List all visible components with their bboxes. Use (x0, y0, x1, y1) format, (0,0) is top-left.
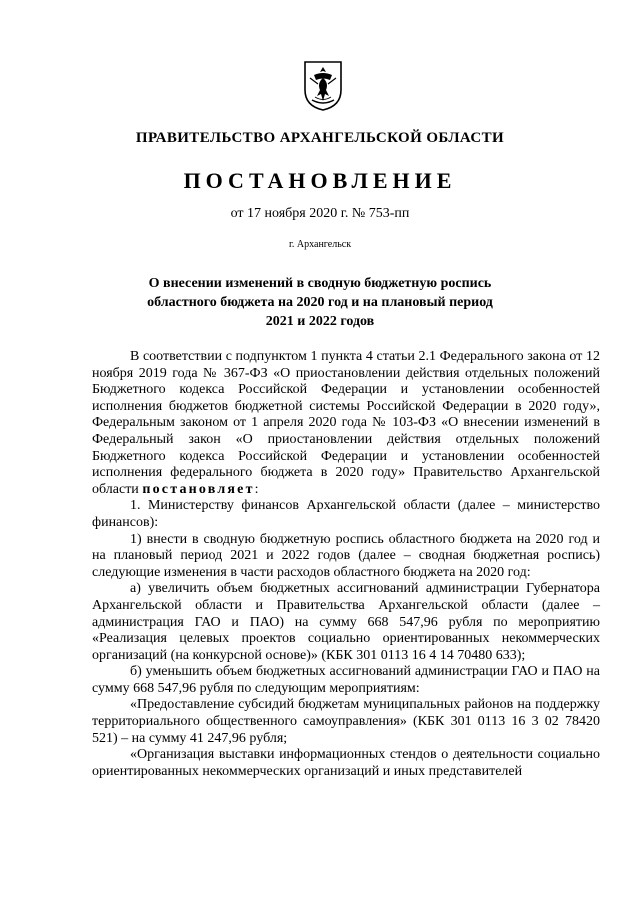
title-line: О внесении изменений в сводную бюджетную роспись (148, 276, 492, 291)
document-body (92, 349, 600, 780)
coat-of-arms-emblem (302, 60, 344, 112)
document-city: г. Архангельск (288, 239, 352, 250)
organization-name: ПРАВИТЕЛЬСТВО АРХАНГЕЛЬСКОЙ ОБЛАСТИ (135, 130, 505, 146)
document-type: ПОСТАНОВЛЕНИЕ (183, 168, 457, 193)
paragraph-subitem-1: 1) внести в сводную бюджетную роспись областного бюджета на 2020 год и на плановый период 2021 и 2022 годов (далее – сводная бюджетная роспись) следующие изменения в части расходов областного бюджета на 2020 год: (92, 531, 600, 580)
paragraph-measure-1: «Предоставление субсидий бюджетам муниципальных районов на поддержку территориального общественного самоуправления» (КБК 301 0113 16 3 02 78420 521) – на сумму 41 247,96 рубля; (92, 697, 600, 746)
paragraph-item-1: 1. Министерству финансов Архангельской области (далее – министерство финансов): (92, 498, 600, 530)
paragraph-measure-2: «Организация выставки информационных стендов о деятельности социально ориентированных некоммерческих организаций и иных представителей (92, 747, 600, 779)
document-date-number: от 17 ноября 2020 г. № 753-пп (230, 206, 410, 221)
action-word: постановляет (142, 481, 255, 497)
paragraph-preamble (92, 349, 600, 498)
paragraph-subitem-a: а) увеличить объем бюджетных ассигнований администрации Губернатора Архангельской области и Правительства Архангельской области (далее – администрация ГАО и ПАО) на сумму 668 547,96 рубля по мероприятию «Реализация целевых проектов социально ориентированных некоммерческих организаций (на конкурсной основе)» (КБК 301 0113 16 4 14 70480 633); (92, 581, 600, 663)
document-title (120, 274, 520, 331)
title-line: областного бюджета на 2020 год и на плановый период (147, 295, 493, 310)
preamble-colon: : (254, 481, 259, 497)
preamble-text: В соответствии с подпунктом 1 пункта 4 статьи 2.1 Федерального закона от 12 ноября 2019 года № 367-ФЗ «О приостановлении действия отдельных положений Бюджетного кодекса Российской Федерации и установлении особенностей исполнения бюджетов бюджетной системы Российской Федерации в 2020 году», Федеральным законом от 1 апреля 2020 года № 103-ФЗ «О внесении изменений в Федеральный закон «О приостановлении действия отдельных положений Бюджетного кодекса Российской Федерации и установлении особенностей исполнения федерального бюджета в 2020 году» Правительство Архангельской области (92, 349, 600, 497)
paragraph-subitem-b: б) уменьшить объем бюджетных ассигнований администрации ГАО и ПАО на сумму 668 547,96 рубля по следующим мероприятиям: (92, 664, 600, 696)
title-line: 2021 и 2022 годов (265, 314, 375, 329)
